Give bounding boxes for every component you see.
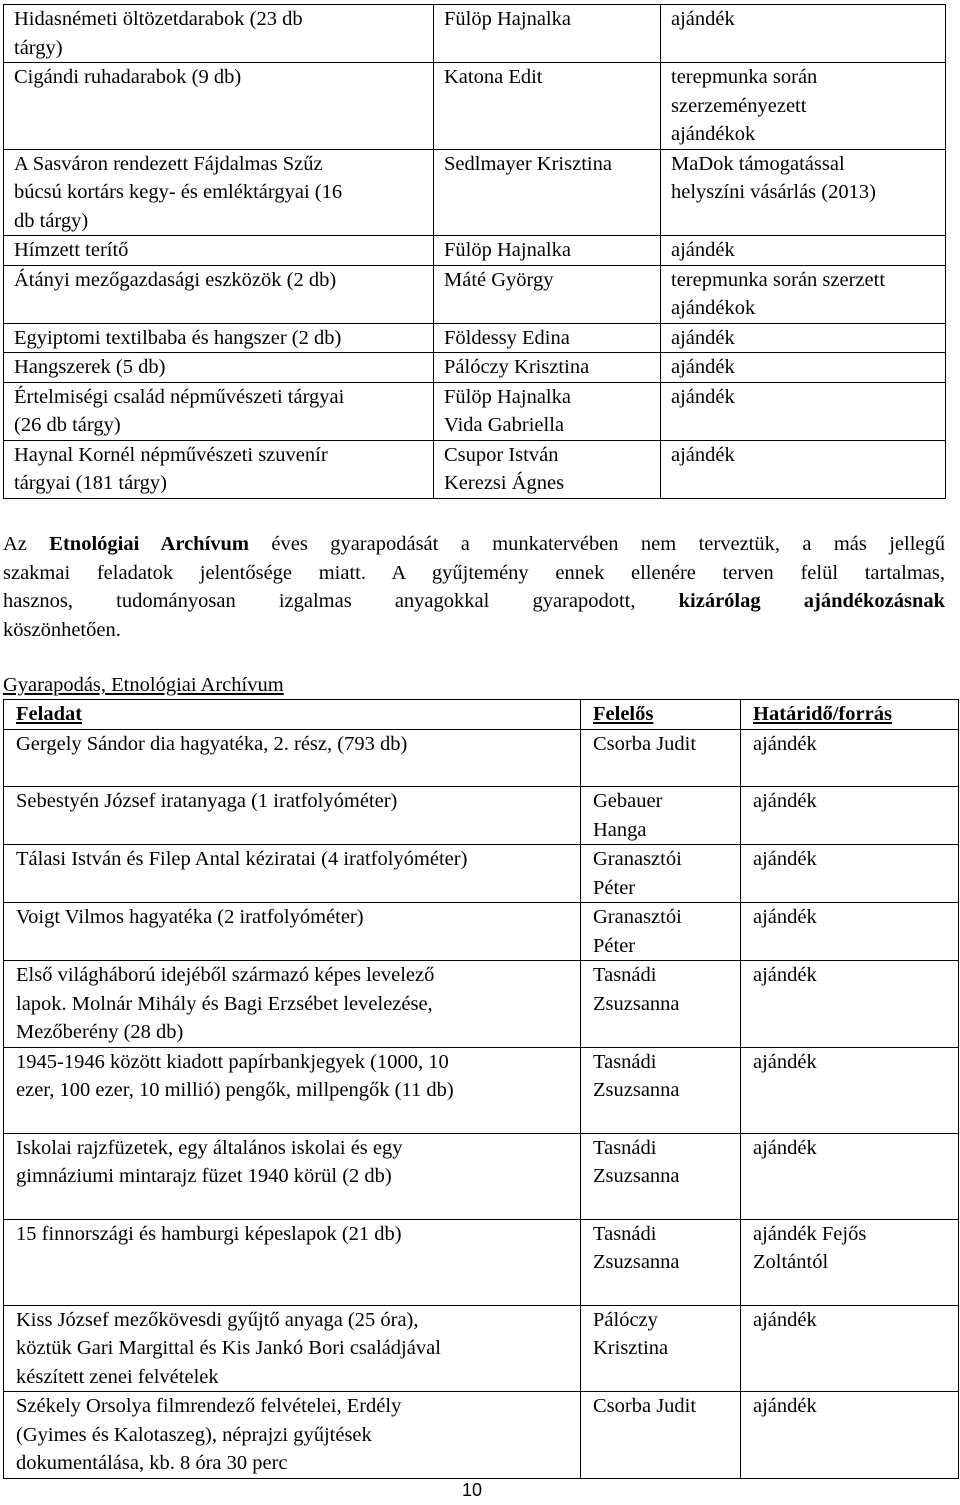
item-cell: Értelmiségi család népművészeti tárgyai (26 db tárgy)	[4, 382, 434, 440]
responsible-cell: Pálóczy Krisztina	[581, 1305, 741, 1392]
table-row	[4, 63, 946, 150]
bold-phrase: Etnológiai Archívum	[49, 533, 249, 555]
paragraph-line: szakmai feladatok jelentősége miatt. A gyűjtemény ennek ellenére terven felül tartalmas,	[3, 561, 945, 584]
source-cell: MaDok támogatással helyszíni vásárlás (2013)	[661, 149, 946, 236]
item-cell: 15 finnországi és hamburgi képeslapok (21 db)	[4, 1219, 581, 1305]
responsible-cell: Sedlmayer Krisztina	[434, 149, 661, 236]
source-cell: ajándék	[741, 845, 959, 903]
table-row	[4, 236, 946, 266]
item-cell: Székely Orsolya filmrendező felvételei, Erdély (Gyimes és Kalotaszeg), néprajzi gyűjtések dokumentálása, kb. 8 óra 30 perc	[4, 1392, 581, 1479]
table-row	[4, 1392, 959, 1479]
column-header-deadline-source: Határidő/forrás	[741, 700, 959, 730]
column-header-task: Feladat	[4, 700, 581, 730]
item-cell: Kiss József mezőkövesdi gyűjtő anyaga (25 óra), köztük Gari Margittal és Kis Jankó Bori családjával készített zenei felvételek	[4, 1305, 581, 1392]
table-row	[4, 1219, 959, 1305]
item-cell: A Sasváron rendezett Fájdalmas Szűz búcsú kortárs kegy- és emléktárgyai (16 db tárgy)	[4, 149, 434, 236]
table-row	[4, 1047, 959, 1133]
table-row	[4, 5, 946, 63]
table-row	[4, 729, 959, 787]
responsible-cell: Csupor István Kerezsi Ágnes	[434, 440, 661, 498]
item-cell: Hangszerek (5 db)	[4, 353, 434, 383]
body-paragraph	[3, 530, 945, 644]
table-row	[4, 323, 946, 353]
table-row	[4, 845, 959, 903]
column-header-responsible: Felelős	[581, 700, 741, 730]
table-row	[4, 1305, 959, 1392]
responsible-cell: Földessy Edina	[434, 323, 661, 353]
source-cell: ajándék	[661, 353, 946, 383]
responsible-cell: Tasnádi Zsuzsanna	[581, 1133, 741, 1219]
responsible-cell: Tasnádi Zsuzsanna	[581, 1219, 741, 1305]
item-cell: Hidasnémeti öltözetdarabok (23 db tárgy)	[4, 5, 434, 63]
source-cell: ajándék	[661, 382, 946, 440]
paragraph-line: Az Etnológiai Archívum éves gyarapodását a munkatervében nem terveztük, a más jellegű	[3, 533, 946, 555]
table-row	[4, 961, 959, 1048]
table-row	[4, 1133, 959, 1219]
item-cell: Gergely Sándor dia hagyatéka, 2. rész, (793 db)	[4, 729, 581, 787]
responsible-cell: Pálóczy Krisztina	[434, 353, 661, 383]
source-cell: ajándék	[661, 5, 946, 63]
responsible-cell: Gebauer Hanga	[581, 787, 741, 845]
source-cell: ajándék	[741, 1305, 959, 1392]
source-cell: ajándék	[661, 440, 946, 498]
item-cell: Haynal Kornél népművészeti szuvenír tárgyai (181 tárgy)	[4, 440, 434, 498]
section-title: Gyarapodás, Etnológiai Archívum	[3, 674, 284, 696]
item-cell: 1945-1946 között kiadott papírbankjegyek (1000, 10 ezer, 100 ezer, 10 millió) pengők, millpengők (11 db)	[4, 1047, 581, 1133]
table-row	[4, 903, 959, 961]
item-cell: Voigt Vilmos hagyatéka (2 iratfolyóméter)	[4, 903, 581, 961]
item-cell: Átányi mezőgazdasági eszközök (2 db)	[4, 265, 434, 323]
responsible-cell: Fülöp Hajnalka	[434, 5, 661, 63]
responsible-cell: Fülöp Hajnalka	[434, 236, 661, 266]
source-cell: ajándék	[661, 236, 946, 266]
source-cell: ajándék	[741, 1392, 959, 1479]
item-cell: Tálasi István és Filep Antal kéziratai (4 iratfolyóméter)	[4, 845, 581, 903]
table-row	[4, 440, 946, 498]
page-number: 10	[462, 1480, 483, 1500]
table-row	[4, 265, 946, 323]
table-row	[4, 382, 946, 440]
responsible-cell: Csorba Judit	[581, 1392, 741, 1479]
responsible-cell: Tasnádi Zsuzsanna	[581, 961, 741, 1048]
responsible-cell: Csorba Judit	[581, 729, 741, 787]
source-cell: ajándék	[741, 729, 959, 787]
table-row	[4, 353, 946, 383]
responsible-cell: Granasztói Péter	[581, 903, 741, 961]
responsible-cell: Fülöp Hajnalka Vida Gabriella	[434, 382, 661, 440]
item-cell: Egyiptomi textilbaba és hangszer (2 db)	[4, 323, 434, 353]
item-cell: Első világháború idejéből származó képes levelező lapok. Molnár Mihály és Bagi Erzsébet levelezése, Mezőberény (28 db)	[4, 961, 581, 1048]
source-cell: ajándék Fejős Zoltántól	[741, 1219, 959, 1305]
responsible-cell: Granasztói Péter	[581, 845, 741, 903]
source-cell: ajándék	[741, 787, 959, 845]
table-header-row	[4, 700, 959, 730]
table-row	[4, 787, 959, 845]
responsible-cell: Katona Edit	[434, 63, 661, 150]
source-cell: ajándék	[661, 323, 946, 353]
source-cell: terepmunka során szerzett ajándékok	[661, 265, 946, 323]
bold-phrase: kizárólag ajándékozásnak	[678, 590, 945, 613]
archive-acquisitions-table	[3, 699, 959, 1479]
table-row	[4, 149, 946, 236]
paragraph-line: hasznos, tudományosan izgalmas anyagokkal gyarapodott, kizárólag ajándékozásnak	[3, 590, 945, 613]
source-cell: ajándék	[741, 1133, 959, 1219]
source-cell: ajándék	[741, 961, 959, 1048]
source-cell: terepmunka során szerzeményezett ajándékok	[661, 63, 946, 150]
item-cell: Sebestyén József iratanyaga (1 iratfolyóméter)	[4, 787, 581, 845]
item-cell: Iskolai rajzfüzetek, egy általános iskolai és egy gimnáziumi mintarajz füzet 1940 körül (2 db)	[4, 1133, 581, 1219]
responsible-cell: Tasnádi Zsuzsanna	[581, 1047, 741, 1133]
responsible-cell: Máté György	[434, 265, 661, 323]
item-cell: Cigándi ruhadarabok (9 db)	[4, 63, 434, 150]
paragraph-line: köszönhetően.	[3, 618, 121, 641]
source-cell: ajándék	[741, 1047, 959, 1133]
item-cell: Hímzett terítő	[4, 236, 434, 266]
source-cell: ajándék	[741, 903, 959, 961]
acquisitions-table	[3, 4, 946, 499]
